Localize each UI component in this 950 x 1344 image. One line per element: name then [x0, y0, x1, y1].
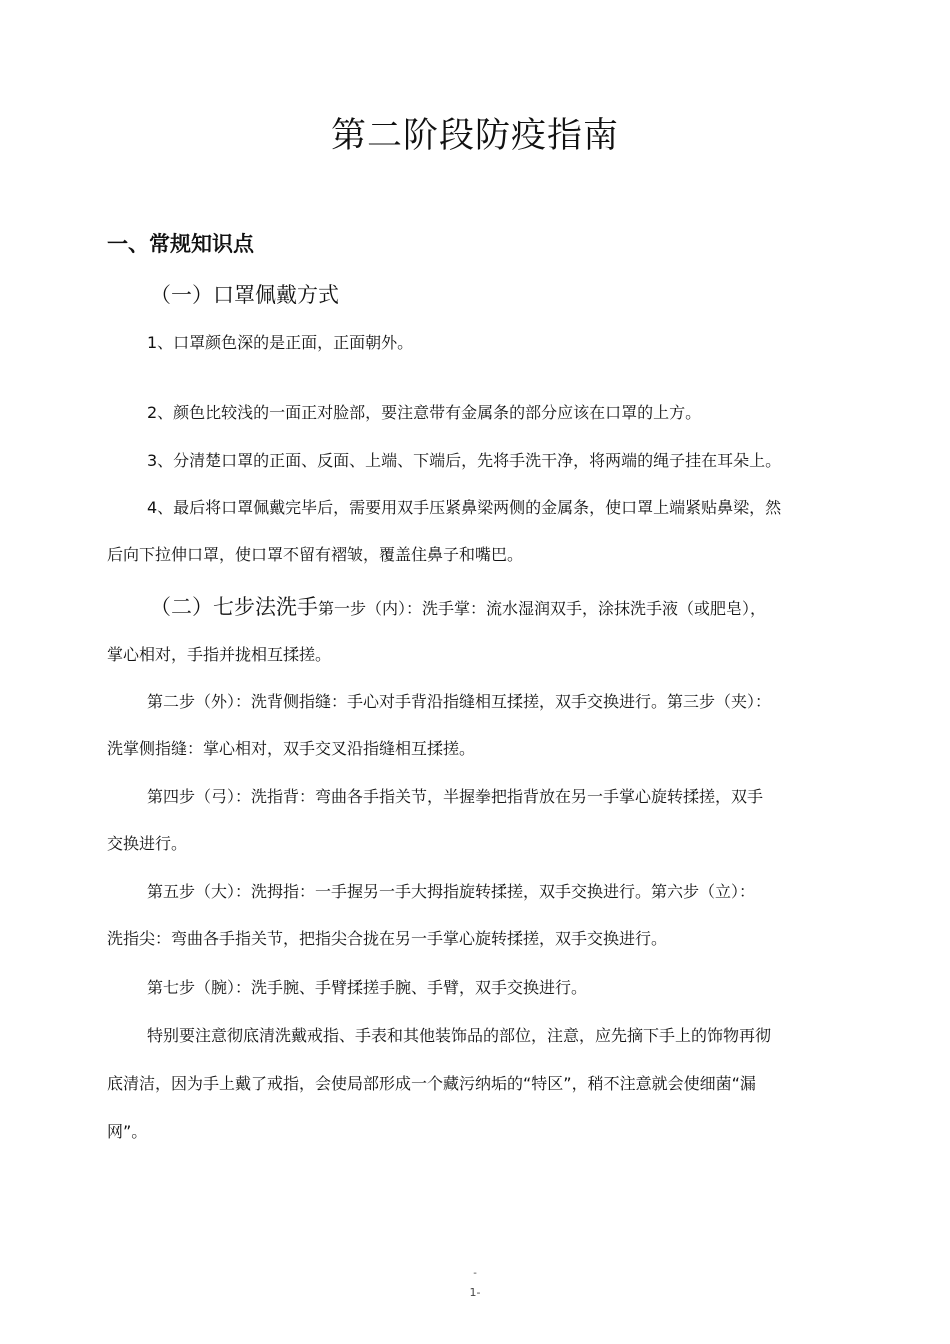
handwash-step-4-line-1: 第四步（弓）：洗指背：弯曲各手指关节，半握拳把指背放在另一手掌心旋转揉搓，双手 [147, 787, 764, 806]
subsection-heading-handwash: （二）七步法洗手 [150, 595, 318, 619]
mask-paragraph-2: 2、颜色比较浅的一面正对脸部，要注意带有金属条的部分应该在口罩的上方。 [147, 403, 702, 422]
handwash-step-7: 第七步（腕）：洗手腕、手臂揉搓手腕、手臂，双手交换进行。 [147, 978, 588, 997]
mask-paragraph-4-line-2: 后向下拉伸口罩，使口罩不留有褶皱，覆盖住鼻子和嘴巴。 [107, 545, 524, 564]
handwash-note-line-2: 底清洁，因为手上戴了戒指，会使局部形成一个藏污纳垢的“特区”，稍不注意就会使细菌“漏 [107, 1074, 756, 1093]
handwash-step-5-line-2: 洗指尖：弯曲各手指关节，把指尖合拢在另一手掌心旋转揉搓，双手交换进行。 [107, 929, 668, 948]
section-heading-general: 一、常规知识点 [107, 232, 254, 256]
handwash-step-2-line-2: 洗掌侧指缝：掌心相对，双手交叉沿指缝相互揉搓。 [107, 739, 476, 758]
mask-paragraph-4-line-1: 4、最后将口罩佩戴完毕后，需要用双手压紧鼻梁两侧的金属条，使口罩上端紧贴鼻梁，然 [147, 498, 782, 517]
footer-dash: - [473, 1268, 477, 1279]
handwash-first-line [150, 591, 766, 621]
handwash-step-5-line-1: 第五步（大）：洗拇指：一手握另一手大拇指旋转揉搓，双手交换进行。第六步（立）： [147, 882, 756, 901]
document-title: 第二阶段防疫指南 [330, 116, 619, 156]
handwash-step-2-line-1: 第二步（外）：洗背侧指缝：手心对手背沿指缝相互揉搓，双手交换进行。第三步（夹）： [147, 692, 772, 711]
handwash-step-1-line-2: 掌心相对，手指并拢相互揉搓。 [107, 645, 332, 664]
subsection-heading-mask: （一）口罩佩戴方式 [150, 283, 339, 307]
page-number: 1- [469, 1286, 481, 1299]
handwash-note-line-3: 网”。 [107, 1122, 148, 1141]
mask-paragraph-3: 3、分清楚口罩的正面、反面、上端、下端后，先将手洗干净，将两端的绳子挂在耳朵上。 [147, 451, 782, 470]
mask-paragraph-1: 1、口罩颜色深的是正面，正面朝外。 [147, 333, 414, 352]
handwash-step-1-line-1: 第一步（内）：洗手掌：流水湿润双手，涂抹洗手液（或肥皂）， [318, 599, 767, 618]
handwash-note-line-1: 特别要注意彻底清洗戴戒指、手表和其他装饰品的部位，注意，应先摘下手上的饰物再彻 [147, 1026, 772, 1045]
handwash-step-4-line-2: 交换进行。 [107, 834, 188, 853]
